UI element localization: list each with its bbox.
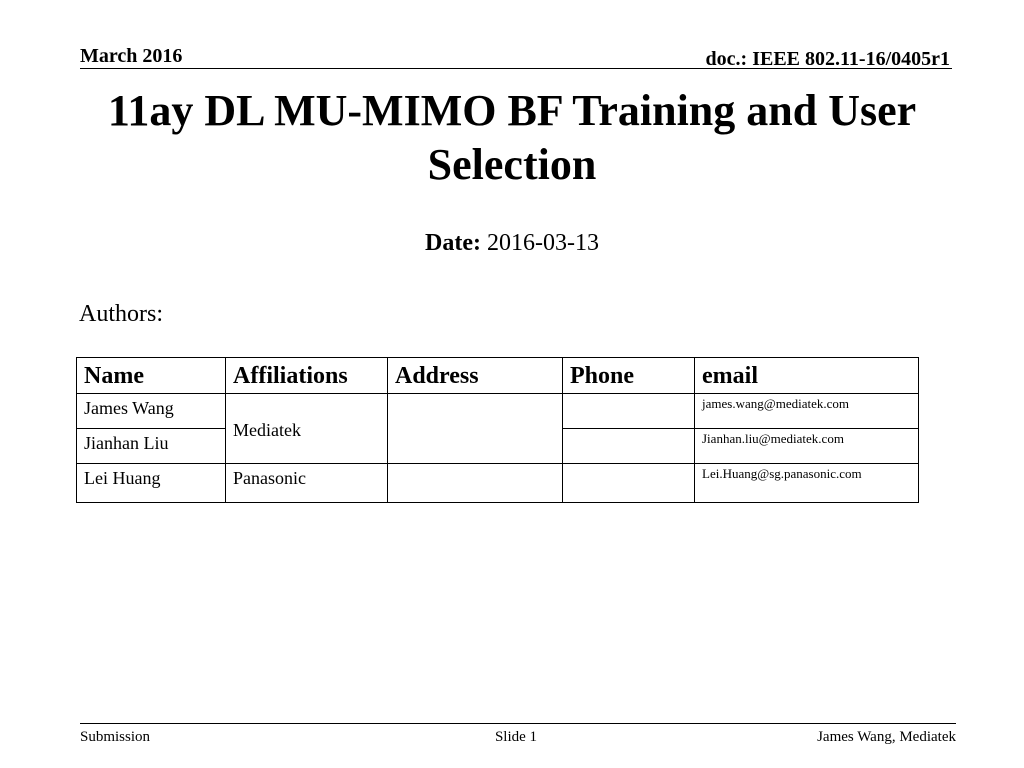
author-email: Lei.Huang@sg.panasonic.com (695, 464, 919, 503)
author-phone (563, 464, 695, 503)
date-value: 2016-03-13 (486, 230, 599, 256)
column-header-address: Address (388, 358, 563, 394)
author-phone (563, 394, 695, 429)
author-name: Lei Huang (77, 464, 226, 503)
authors-table (76, 357, 919, 503)
author-affiliation: Panasonic (226, 464, 388, 503)
authors-label: Authors: (79, 301, 163, 327)
header-date: March 2016 (80, 45, 183, 67)
column-header-affiliations: Affiliations (226, 358, 388, 394)
column-header-phone: Phone (563, 358, 695, 394)
author-email: james.wang@mediatek.com (695, 394, 919, 429)
footer-author: James Wang, Mediatek (817, 729, 956, 745)
author-address (388, 394, 563, 464)
header-doc-id: doc.: IEEE 802.11-16/0405r1 (705, 48, 950, 70)
table-row (77, 394, 919, 429)
footer-divider (80, 723, 956, 724)
table-header-row (77, 358, 919, 394)
author-affiliation: Mediatek (226, 394, 388, 464)
author-phone (563, 429, 695, 464)
footer-submission: Submission (80, 729, 151, 745)
date-line (0, 228, 1024, 258)
table-row (77, 464, 919, 503)
slide-title: 11ay DL MU-MIMO BF Training and User Selection (107, 86, 917, 189)
footer-slide-number: Slide 1 (494, 729, 538, 745)
column-header-email: email (695, 358, 919, 394)
column-header-name: Name (77, 358, 226, 394)
author-name: James Wang (77, 394, 226, 429)
author-address (388, 464, 563, 503)
author-name: Jianhan Liu (77, 429, 226, 464)
header-divider (80, 68, 952, 69)
date-label: Date: (425, 230, 481, 256)
author-email: Jianhan.liu@mediatek.com (695, 429, 919, 464)
